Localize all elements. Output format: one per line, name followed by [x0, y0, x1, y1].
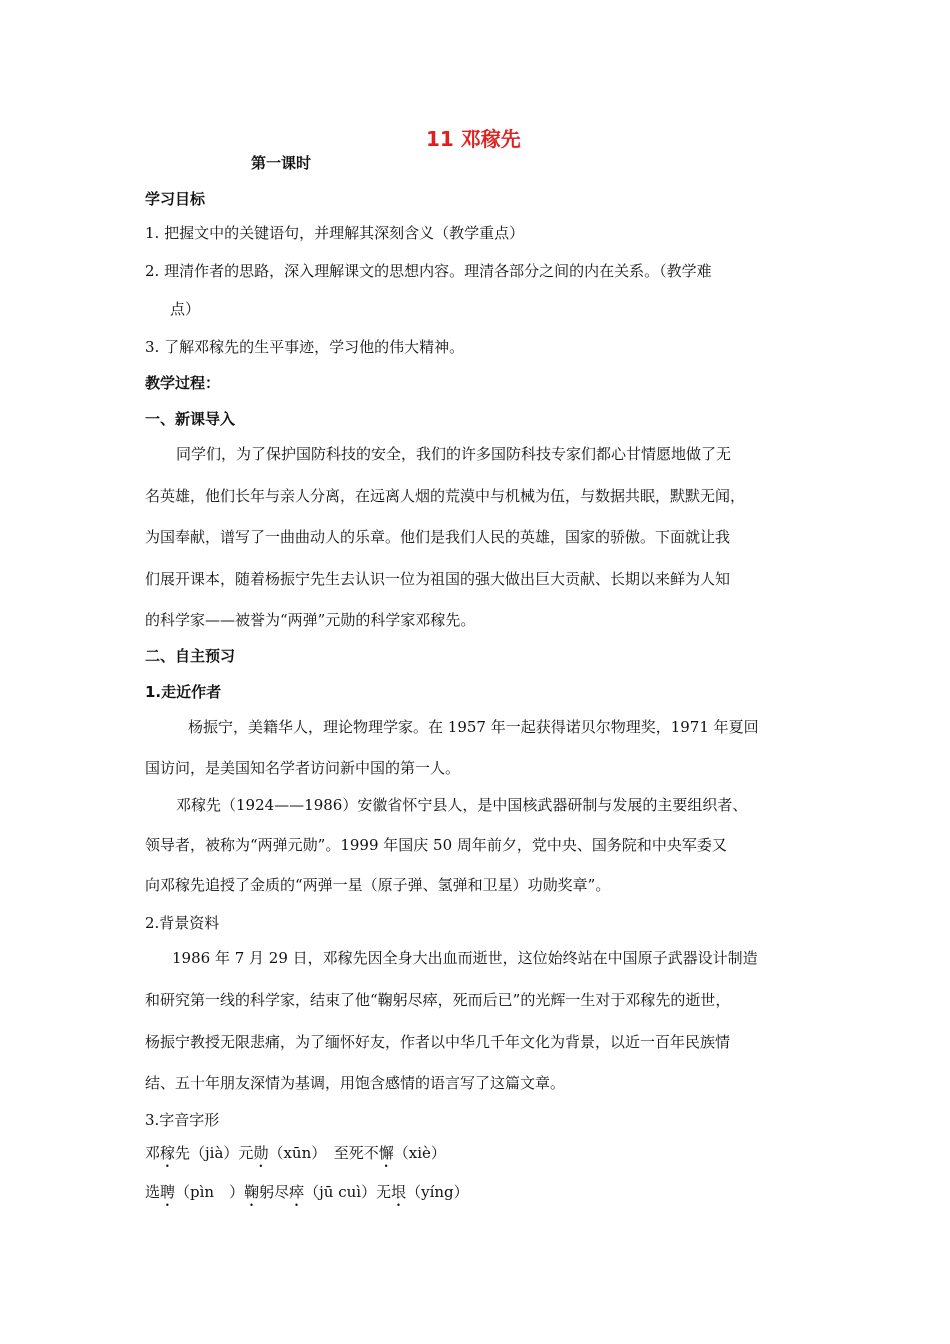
pronunciation-heading: 3.字音字形	[145, 1111, 220, 1129]
row1-post: （xiè）	[393, 1144, 446, 1162]
author-heading: 1.走近作者	[145, 683, 222, 701]
row2-marked-char-2: 鞠	[244, 1183, 260, 1201]
section1-heading: 一、新课导入	[145, 410, 236, 428]
pronunciation-row-1	[145, 1143, 446, 1171]
lesson-label: 第一课时	[251, 154, 312, 172]
pronunciation-row-2	[145, 1182, 469, 1210]
author-para2-line-1: 邓稼先（1924——1986）安徽省怀宁县人，是中国核武器研制与发展的主要组织者、	[176, 796, 748, 814]
author-para1-line-2: 国访问，是美国知名学者访问新中国的第一人。	[145, 759, 461, 777]
objective-item-3: 3. 了解邓稼先的生平事迹，学习他的伟大精神。	[145, 338, 465, 356]
section2-heading: 二、自主预习	[145, 647, 236, 665]
row1-mid-2: （xūn） 至死不	[268, 1144, 379, 1162]
row1-marked-char-1: 稼	[160, 1144, 176, 1162]
author-para1-line-1: 杨振宁，美籍华人，理论物理学家。在 1957 年一起获得诺贝尔物理奖，1971 年夏回	[188, 718, 759, 736]
background-heading: 2.背景资料	[145, 914, 220, 932]
row1-mid-1: 先（jià）元	[175, 1144, 254, 1162]
row2-post: （yíng）	[406, 1183, 469, 1201]
author-para2-line-3: 向邓稼先追授了金质的“两弹一星（原子弹、氢弹和卫星）功勋奖章”。	[145, 876, 611, 894]
intro-line-4: 们展开课本，随着杨振宁先生去认识一位为祖国的强大做出巨大贡献、长期以来鲜为人知	[145, 570, 731, 588]
row1-pre: 邓	[145, 1144, 161, 1162]
objective-item-1: 1. 把握文中的关键语句，并理解其深刻含义（教学重点）	[145, 224, 525, 242]
objective-item-2-line-2: 点）	[170, 300, 201, 318]
page-title: 11 邓稼先	[426, 127, 521, 151]
intro-line-1: 同学们，为了保护国防科技的安全，我们的许多国防科技专家们都心甘情愿地做了无	[176, 445, 732, 463]
author-para2-line-2: 领导者，被称为“两弹元勋”。1999 年国庆 50 周年前夕，党中央、国务院和中央军委又	[145, 836, 727, 854]
intro-line-5: 的科学家——被誉为“两弹”元勋的科学家邓稼先。	[145, 611, 476, 629]
row2-mid-1: （pìn ）	[175, 1183, 245, 1201]
intro-line-3: 为国奉献，谱写了一曲曲动人的乐章。他们是我们人民的英雄，国家的骄傲。下面就让我	[145, 528, 731, 546]
row2-mid-2: 躬尽	[259, 1183, 290, 1201]
row2-marked-char-4: 垠	[391, 1183, 407, 1201]
row2-marked-char-1: 聘	[160, 1183, 176, 1201]
background-line-4: 结、五十年朋友深情为基调，用饱含感情的语言写了这篇文章。	[145, 1074, 566, 1092]
objective-item-2-line-1: 2. 理清作者的思路，深入理解课文的思想内容。理清各部分之间的内在关系。（教学难	[145, 262, 712, 280]
row2-marked-char-3: 瘁	[289, 1183, 305, 1201]
row2-pre: 选	[145, 1183, 161, 1201]
background-line-1: 1986 年 7 月 29 日，邓稼先因全身大出血而逝世，这位始终站在中国原子武器设计制造	[172, 949, 758, 967]
background-line-3: 杨振宁教授无限悲痛，为了缅怀好友，作者以中华几千年文化为背景，以近一百年民族情	[145, 1033, 731, 1051]
row2-mid-3: （jū cuì）无	[304, 1183, 392, 1201]
row1-marked-char-2: 勋	[253, 1144, 269, 1162]
row1-marked-char-3: 懈	[378, 1144, 394, 1162]
process-heading: 教学过程：	[145, 374, 221, 392]
background-line-2: 和研究第一线的科学家，结束了他“鞠躬尽瘁，死而后已”的光辉一生对于邓稼先的逝世，	[145, 991, 731, 1009]
intro-line-2: 名英雄，他们长年与亲人分离，在远离人烟的荒漠中与机械为伍，与数据共眠，默默无闻，	[145, 487, 746, 505]
objectives-heading: 学习目标	[145, 190, 206, 208]
